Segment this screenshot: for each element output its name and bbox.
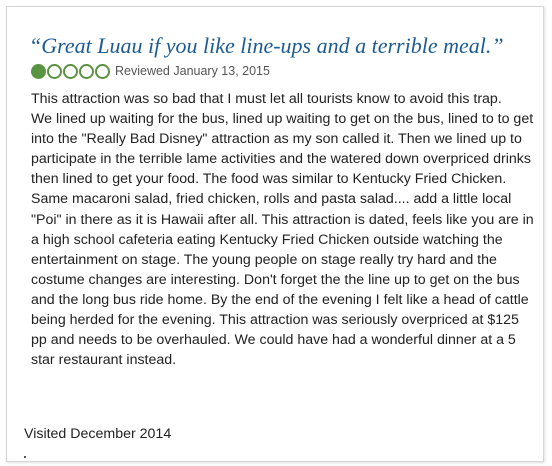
review-title[interactable]: “Great Luau if you like line-ups and a terrible meal.” <box>29 33 504 58</box>
rating-bubble-icon <box>63 64 78 79</box>
review-body <box>31 89 535 370</box>
divider-dot <box>24 456 26 458</box>
visited-date: Visited December 2014 <box>24 426 172 442</box>
review-date: Reviewed January 13, 2015 <box>115 64 270 78</box>
rating-bubble-icon <box>79 64 94 79</box>
rating-bubbles <box>31 64 111 79</box>
review-paragraph: This attraction was so bad that I must let all tourists know to avoid this trap. <box>31 91 502 107</box>
rating-bubble-icon <box>47 64 62 79</box>
review-card <box>6 6 544 462</box>
rating-row <box>31 63 270 79</box>
rating-bubble-icon <box>95 64 110 79</box>
review-paragraph: We lined up waiting for the bus, lined up waiting to get on the bus, lined to to get into the "Really Bad Disney" attraction as my son called it. Then we lined up to participate in the terrible lame activities and the watered down overpriced drinks then lined to get your food. The food was similar to Kentucky Fried Chicken. Same macaroni salad, fried chicken, rolls and pasta salad.... add a little local "Poi" in there as it is Hawaii after all. This attraction is dated, feels like you are in a high school cafeteria eating Kentucky Fried Chicken outside watching the entertainment on stage. The young people on stage really try hard and the costume changes are interesting. Don't forget the the line up to get on the bus and the long bus ride home. By the end of the evening I felt like a head of cattle being herded for the evening. This attraction was seriously overpriced at $125 pp and needs to be overhauled. We could have had a wonderful dinner at a 5 star restaurant instead. <box>31 111 534 369</box>
rating-bubble-icon <box>31 64 46 79</box>
